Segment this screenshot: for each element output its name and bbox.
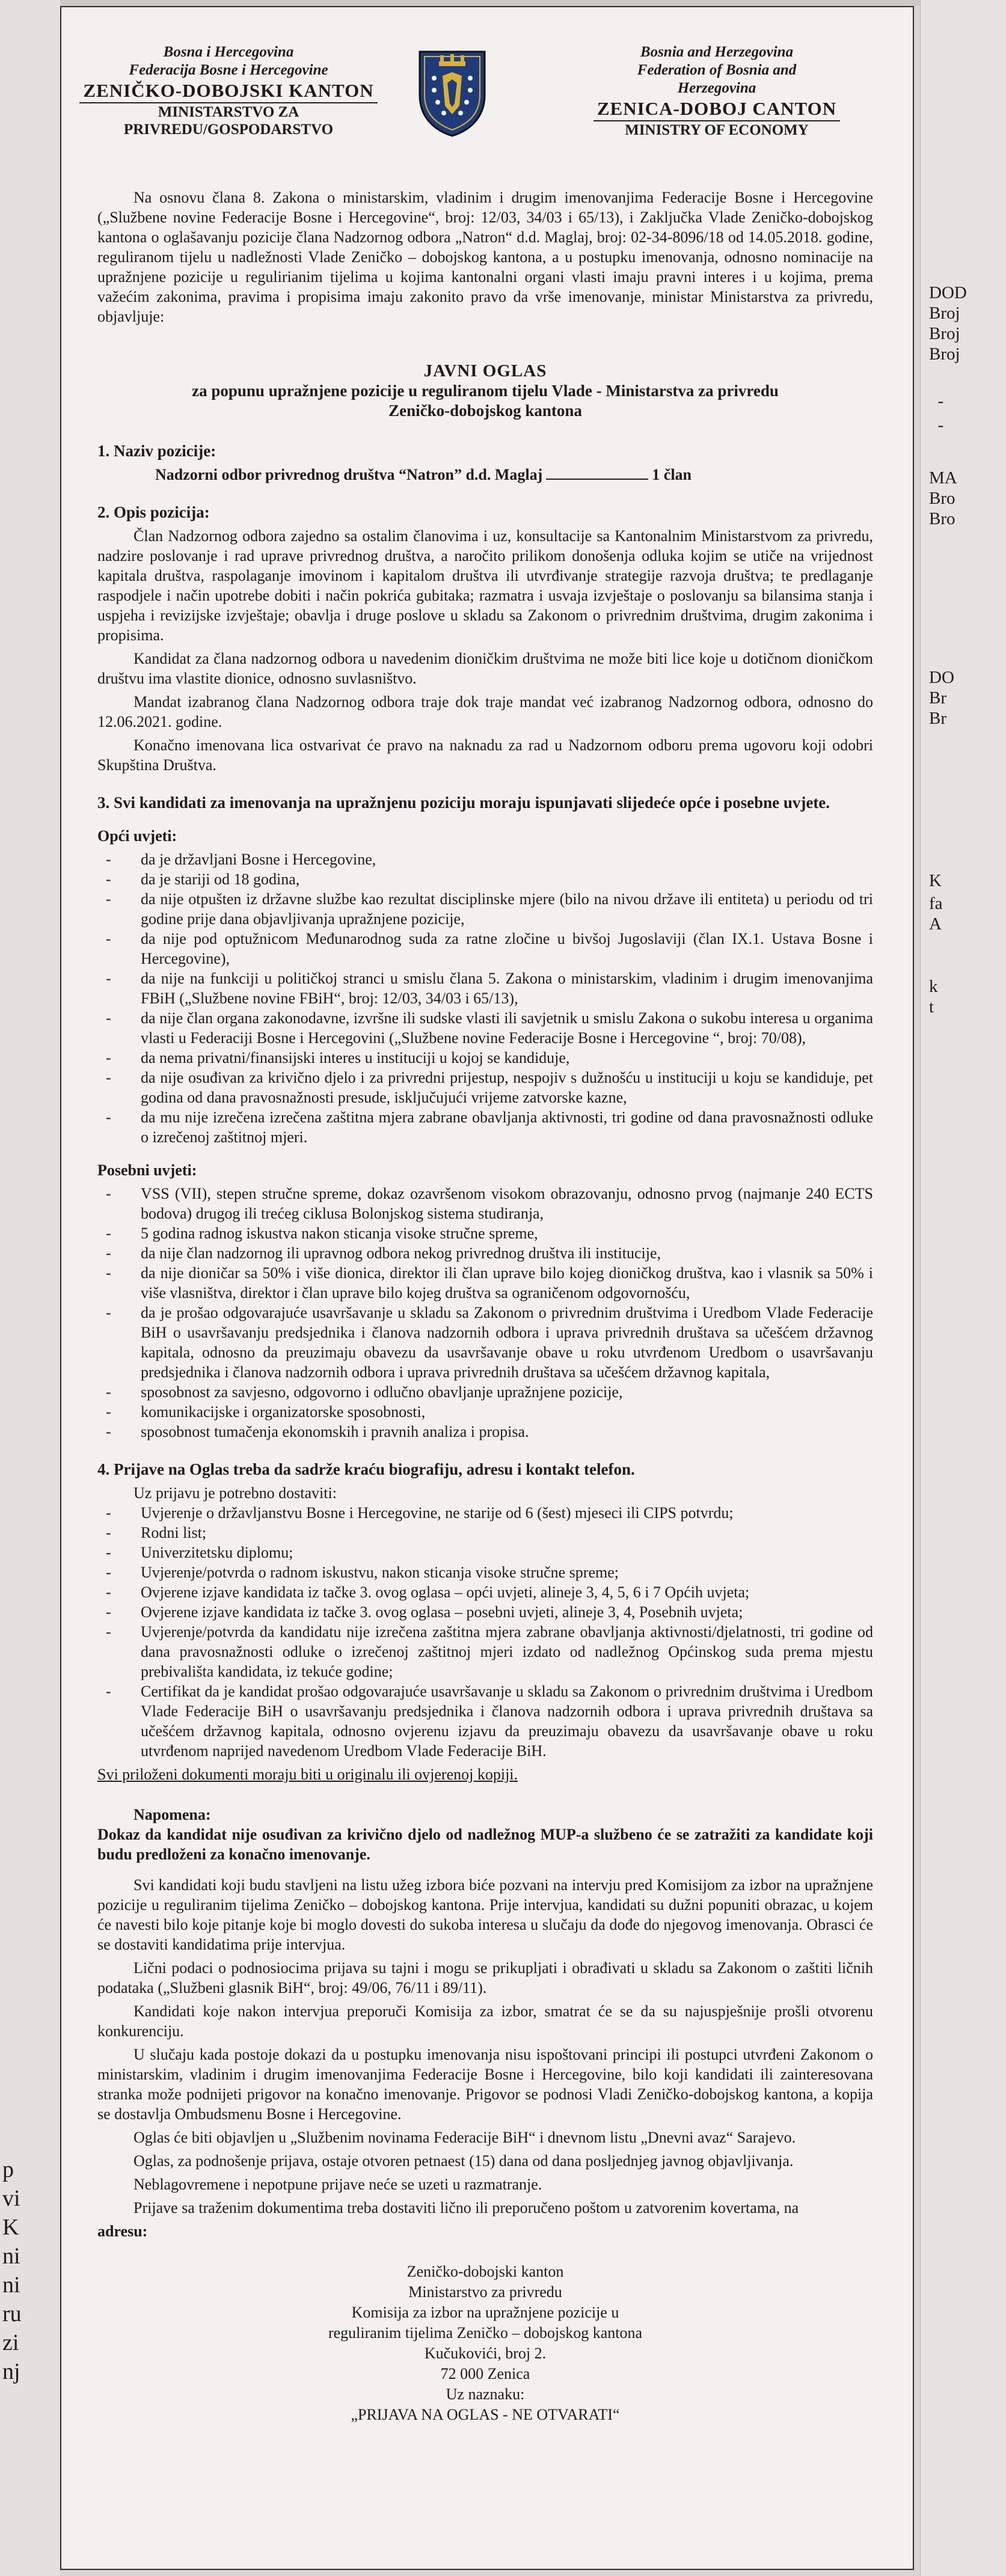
address-line: Ministarstvo za privredu: [408, 2283, 562, 2301]
list-item: - da nije na funkciji u političkoj stranci u smislu člana 5. Zakona o ministarskim, vladinim i drugim imenovanjima FBiH („Službene novine FBiH“, broj: 12/03, 34/03 i 65/13),: [97, 968, 873, 1008]
list-item: - Univerzitetsku diplomu;: [97, 1543, 873, 1562]
copies-note: Svi priloženi dokumenti moraju biti u originalu ili ovjerenoj kopiji.: [97, 1766, 518, 1783]
announcement-title: [97, 361, 873, 421]
position-name: [155, 465, 873, 485]
list-item: - da nije otpušten iz državne službe kao rezultat disciplinske mjere (bilo na nivou države ili entiteta) u periodu od tri godine prije dana objavljivanja upražnjene pozicije,: [97, 889, 873, 929]
letterhead-federation-en-2: Herzegovina: [677, 80, 756, 96]
section-2-paragraph: Konačno imenovana lica ostvarivat će pravo na naknadu za rad u Nadzornom odboru prema ugovoru koji odobri Skupština Društva.: [97, 736, 873, 774]
address-line: Zeničko-dobojski kanton: [406, 2263, 564, 2280]
section-2-heading: 2. Opis pozicija:: [97, 503, 210, 521]
required-documents-list: [97, 1503, 873, 1761]
list-item: - Uvjerenje/potvrda o radnom iskustvu, nakon sticanja visoke stručne spreme;: [97, 1562, 873, 1582]
right-fragment: MA: [929, 468, 957, 488]
address-line: Kučukovići, broj 2.: [424, 2345, 547, 2362]
list-item: - komunikacijske i organizatorske sposobnosti,: [97, 1402, 873, 1422]
right-fragment: Broj: [929, 344, 960, 364]
right-fragment: fa: [929, 894, 943, 913]
left-fragment: p: [2, 2157, 14, 2182]
left-fragment: K: [2, 2215, 19, 2240]
right-fragment: Br: [929, 688, 946, 708]
closing-paragraph: Lični podaci o podnosiocima prijava su tajni i mogu se prikupljati i obrađivati u skladu sa Zakonom o zaštiti ličnih podataka („Službeni glasnik BiH“, broj: 49/06, 76/11 i 89/11).: [97, 1959, 873, 1996]
list-item: - sposobnost za savjesno, odgovorno i odlučno obavljanje upražnjene pozicije,: [97, 1382, 873, 1402]
address-line: reguliranim tijelima Zeničko – dobojskog kantona: [328, 2324, 643, 2342]
address-line: 72 000 Zenica: [440, 2365, 530, 2382]
right-fragment: Br: [929, 709, 946, 728]
section-3-heading: 3. Svi kandidati za imenovanja na upražnjenu poziciju moraju ispunjavati slijedeće opće i posebne uvjete.: [97, 794, 830, 812]
closing-paragraph: Svi kandidati koji budu stavljeni na listu užeg izbora biće pozvani na intervju pred Komisijom za izbor na upražnjene pozicije u reguliranim tijelima Zeničko – dobojskog kantona. Prije intervjua, kandidati su dužni popuniti obrazac, u kojem će navesti bilo koje pitanje koje bi moglo dovesti do sukoba interesa u slučaju da dođe do njegovog imenovanja. Obrasci će se dostaviti kandidatima prije intervjua.: [97, 1876, 873, 1953]
left-fragment: ru: [2, 2301, 22, 2327]
list-item: - Certifikat da je kandidat prošao odgovarajuće usavršavanje u skladu sa Zakonom o privrednim društvima i Uredbom Vlade Federacije BiH o usavršavanju predsjednika i članova nadzornih odbora i uprava privrednih društava sa učešćem državnog kapitala, odnosno ovjerenu izjavu da preuzimaju obavezu da usavršavanje obave u roku utvrđenom naprijed navedenom Uredbom Vlade Federacije BiH.: [97, 1681, 873, 1761]
letterhead-ministry-en: MINISTRY OF ECONOMY: [625, 122, 809, 138]
letterhead-federation: Federacija Bosne i Hercegovine: [129, 62, 328, 78]
left-fragment: vi: [2, 2186, 20, 2211]
general-conditions-list: [97, 849, 873, 1147]
letterhead-ministry: MINISTARSTVO ZA: [158, 104, 299, 120]
title-subtitle: za popunu upražnjene pozicije u reguliranom tijelu Vlade - Ministarstva za privredu: [192, 382, 779, 400]
right-fragment: k: [929, 977, 938, 996]
list-item: - sposobnost tumačenja ekonomskih i pravnih analiza i propisa.: [97, 1422, 873, 1442]
list-item: - da nije osuđivan za krivično djelo i za privredni prijestup, nespojiv s dužnošću u instituciji u koju se kandiduje, pet godina od dana pravosnažnosti presude, isključujući vrijeme zatvorske kazne,: [97, 1068, 873, 1107]
documents-lead: Uz prijavu je potrebno dostaviti:: [133, 1484, 337, 1502]
closing-paragraph: Kandidati koje nakon intervjua preporuči Komisija za izbor, smatrat će se da su najuspješnije prošli otvorenu konkurenciju.: [97, 2002, 873, 2040]
position-count: 1 član: [652, 466, 692, 483]
right-fragment: Bro: [929, 489, 955, 508]
announcement-sheet: [60, 6, 914, 2570]
title-main: JAVNI OGLAS: [423, 361, 547, 381]
list-item: - da je stariji od 18 godina,: [97, 869, 873, 889]
address-line: „PRIJAVA NA OGLAS - NE OTVARATI“: [351, 2406, 620, 2423]
intro-paragraph: Na osnovu člana 8. Zakona o ministarskim, vladinim i drugim imenovanjima Federacije Bosne i Hercegovine („Službene novine Federacije Bosne i Hercegovine“, broj: 12/03, 34/03 i 65/13), i Zaključka Vlade Zeničko-dobojskog kantona o oglašavanju pozicije člana Nadzornog odbora „Natron“ d.d. Maglaj, broj: 02-34-8096/18 od 14.05.2018. godine, reguliranom tijelu u nadležnosti Vlade Zeničko – dobojskog kantona, a u postupku imenovanja, odnosno nominacije na upražnjene pozicije u regulirianim tijelima u kojima kantonalni organi vlasti imaju pravni interes i u kojima, prema važećim zakonima, pravima i propisima imaju zakonito pravo da vrše imenovanje, ministar Ministarstva za privredu, objavljuje:: [97, 189, 873, 325]
note-block: [97, 1805, 873, 1864]
address-line: Uz naznaku:: [446, 2385, 525, 2403]
special-conditions-list: [97, 1184, 873, 1442]
list-item: - da nije član organa zakonodavne, izvršne ili sudske vlasti ili savjetnik u smislu Zakona o sukobu interesa u organima vlasti u Federaciji Bosne i Hercegovini („Službene novine Federacije Bosne i Hercegovine “, broj: 70/08),: [97, 1008, 873, 1048]
closing-paragraph: Prijave sa traženim dokumentima treba dostaviti lično ili preporučeno poštom u zatvorenim kovertama, na: [133, 2199, 799, 2217]
letterhead-country-en: Bosnia and Herzegovina: [640, 44, 794, 60]
list-item: - Ovjerene izjave kandidata iz tačke 3. ovog oglasa – posebni uvjeti, alineje 3, 4, Posebnih uvjeta;: [97, 1602, 873, 1622]
note-heading: Napomena:: [133, 1806, 211, 1823]
address-label: adresu:: [97, 2223, 148, 2240]
letterhead-country: Bosna i Hercegovina: [163, 44, 294, 60]
left-fragment: nj: [2, 2359, 20, 2384]
list-item: - VSS (VII), stepen stručne spreme, dokaz ozavršenom visokom obrazovanju, odnosno prvog (najmanje 240 ECTS bodova) drugog ili trećeg ciklusa Bolonjskog sistema studiranja,: [97, 1184, 873, 1223]
list-item: - da nije dioničar sa 50% i više dionica, direktor ili član uprave bilo kojeg dioničkog društva, kao i vlasnik sa 50% i više vlasništva, direktor i član uprave bilo kojeg društva sa ograničenom odgovornošću,: [97, 1263, 873, 1303]
address-line: Komisija za izbor na upražnjene pozicije u: [351, 2304, 619, 2321]
list-item: - da nije član nadzornog ili upravnog odbora nekog privrednog društva ili institucije,: [97, 1243, 873, 1263]
right-fragment: DOD: [929, 283, 967, 302]
list-item: - Rodni list;: [97, 1523, 873, 1543]
letterhead-local: [66, 43, 391, 138]
closing-paragraph: U slučaju kada postoje dokazi da u postupku imenovanja nisu ispoštovani principi ili postupci utvrđeni Zakonom o ministarskim, vladinim i drugim imenovanjima Federacije Bosne i Hercegovine, bilo koji kandidati ili zainteresovana stranka može podnijeti prigovor na konačno imenovanje. Prigovor se podnosi Vladi Zeničko-dobojskog kantona, a kopija se dostavlja Ombudsmenu Bosne i Hercegovine.: [97, 2046, 873, 2123]
right-fragment: Broj: [929, 324, 960, 343]
right-fragment: Bro: [929, 509, 955, 528]
left-fragment: zi: [2, 2330, 19, 2355]
section-2-paragraph: Mandat izabranog člana Nadzornog odbora traje dok traje mandat već izabranog Nadzornog odbora, odnosno do 12.06.2021. godine.: [97, 693, 873, 730]
list-item: - da je državljani Bosne i Hercegovine,: [97, 849, 873, 869]
canton-coat-of-arms-icon: [416, 48, 488, 138]
position-blank-line: [546, 479, 648, 480]
note-text: Dokaz da kandidat nije osuđivan za krivično djelo od nadležnog MUP-a službeno će se zatražiti za kandidate koji budu predloženi za konačno imenovanje.: [97, 1826, 873, 1863]
right-fragment: K: [929, 871, 942, 890]
closing-paragraph: Oglas, za podnošenje prijava, ostaje otvoren petnaest (15) dana od dana posljednjeg javnog objavljivanja.: [133, 2152, 794, 2170]
section-2-paragraph: Kandidat za člana nadzornog odbora u navedenim dioničkim društvima ne može biti lice koje u dotičnom dioničkom društvu ima vlastite dionice, odnosno suvlasništvo.: [97, 650, 873, 687]
section-4-heading: 4. Prijave na Oglas treba da sadrže kraću biografiju, adresu i kontakt telefon.: [97, 1460, 635, 1478]
letterhead-federation-en: Federation of Bosnia and: [637, 62, 797, 78]
right-fragment: Broj: [929, 304, 960, 323]
list-item: - da nema privatni/finansijski interes u instituciji u kojoj se kandiduje,: [97, 1048, 873, 1068]
list-item: - Uvjerenje o državljanstvu Bosne i Hercegovine, ne starije od 6 (šest) mjeseci ili CIPS potvrdu;: [97, 1503, 873, 1523]
right-adjacent-column: [920, 0, 1006, 2576]
top-scan-edge: [0, 0, 1006, 6]
right-fragment: -: [929, 391, 944, 411]
section-2-paragraph: Član Nadzornog odbora zajedno sa ostalim članovima i uz, konsultacije sa Kantonalnim Ministarstvom za privredu, nadzire poslovanje i rad uprave privrednog društva, a naročito prilikom donošenja odluka kojim se utiče na vrijednost kapitala društva, raspolaganje imovinom i kapitalom društva ili utvrđivanje strategije razvoja društva; te predlaganje raspodjele i način upotrebe dobiti i način pokrića gubitaka; razmatra i usvaja izvještaje o poslovanju sa bilansima stanja i uspjeha i revizijske izvještaje; obavlja i druge poslove u skladu sa Zakonom o privrednim društvima, drugim zakonima i propisima.: [97, 527, 873, 644]
list-item: - Uvjerenje/potvrda da kandidatu nije izrečena zaštitna mjera zabrane obavljanja aktivnosti/djelatnosti, tri godine od dana pravosnažnosti odluke o izrečenoj zaštitnoj mjeri izdato od nadležnog Općinskog suda prema mjestu prebivališta kandidata, iz tekuće godine;: [97, 1622, 873, 1681]
letterhead-canton-en: ZENICA-DOBOJ CANTON: [593, 97, 840, 121]
letterhead: [61, 43, 913, 176]
list-item: - Ovjerene izjave kandidata iz tačke 3. ovog oglasa – opći uvjeti, alineje 3, 4, 5, 6 i 7 Općih uvjeta;: [97, 1582, 873, 1602]
right-fragment: t: [929, 997, 934, 1017]
letterhead-english: [554, 43, 879, 139]
closing-paragraph: Neblagovremene i nepotpune prijave neće se uzeti u razmatranje.: [133, 2176, 542, 2193]
right-fragment: DO: [929, 668, 954, 687]
special-conditions-heading: Posebni uvjeti:: [97, 1161, 197, 1179]
position-body: Nadzorni odbor privrednog društva “Natron” d.d. Maglaj: [155, 466, 543, 483]
mailing-address: [97, 2262, 873, 2425]
title-subtitle-2: Zeničko-dobojskog kantona: [388, 402, 582, 420]
list-item: - 5 godina radnog iskustva nakon sticanja visoke stručne spreme,: [97, 1223, 873, 1243]
list-item: - da je prošao odgovarajuće usavršavanje u skladu sa Zakonom o privrednim društvima i Uredbom Vlade Federacije BiH o usavršavanju predsjednika i članova nadzornih odbora i uprava privrednih društava sa učešćem državnog kapitala, odnosno da preuzimaju obavezu da usavršavanje obave u roku utvrđenom Uredbom o usavršavanju predsjednika i članova nadzornih odbora i uprava privrednih društava sa učešćem državnog kapitala,: [97, 1303, 873, 1382]
letterhead-ministry-2: PRIVREDU/GOSPODARSTVO: [123, 121, 334, 138]
left-fragment: ni: [2, 2272, 20, 2298]
announcement-body: [97, 188, 873, 2425]
right-fragment: A: [929, 914, 942, 934]
section-1-heading: 1. Naziv pozicije:: [97, 442, 216, 460]
letterhead-canton: ZENIČKO-DOBOJSKI KANTON: [79, 79, 377, 103]
list-item: - da nije pod optužnicom Međunarodnog suda za ratne zločine u bivšoj Jugoslaviji (član IX.1. Ustava Bosne i Hercegovine),: [97, 929, 873, 968]
list-item: - da mu nije izrečena izrečena zaštitna mjera zabrane obavljanja aktivnosti, tri godine od dana pravosnažnosti odluke o izrečenoj zaštitnoj mjeri.: [97, 1107, 873, 1147]
closing-paragraph: Oglas će biti objavljen u „Službenim novinama Federacije BiH“ i dnevnom listu „Dnevni avaz“ Sarajevo.: [133, 2129, 796, 2146]
right-fragment: -: [929, 415, 944, 435]
general-conditions-heading: Opći uvjeti:: [97, 827, 177, 845]
left-fragment: ni: [2, 2244, 20, 2269]
left-adjacent-column: [0, 0, 60, 2576]
